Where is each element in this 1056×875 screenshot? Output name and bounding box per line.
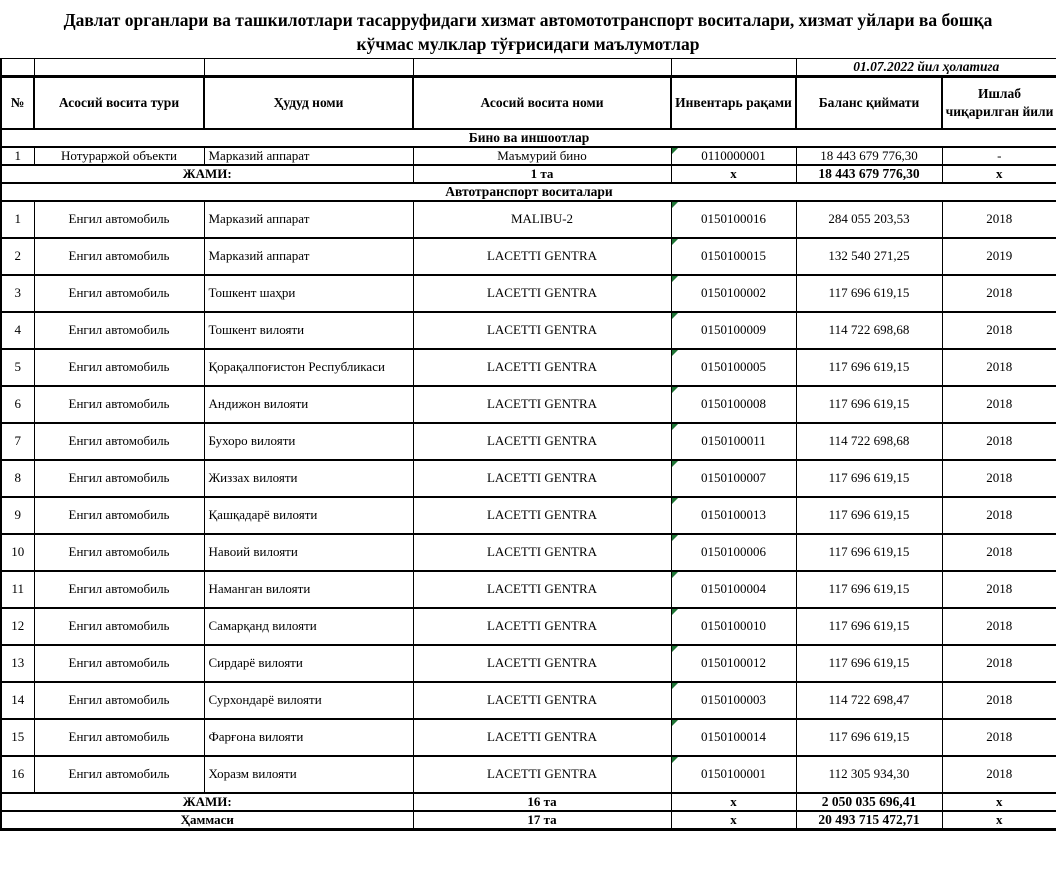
cell-inventory-number: 0150100005 xyxy=(671,349,796,386)
report-date: 01.07.2022 йил ҳолатига xyxy=(796,59,1056,77)
green-triangle-icon xyxy=(672,572,678,578)
cell-no: 6 xyxy=(1,386,34,423)
green-triangle-icon xyxy=(672,202,678,208)
cell-asset-name: LACETTI GENTRA xyxy=(413,719,671,756)
cell-no: 8 xyxy=(1,460,34,497)
cell-production-year: - xyxy=(942,147,1056,165)
cell-balance-value: 117 696 619,15 xyxy=(796,275,942,312)
assets-table xyxy=(0,58,1056,831)
green-triangle-icon xyxy=(672,461,678,467)
table-row xyxy=(1,238,1056,275)
cell-asset-name: LACETTI GENTRA xyxy=(413,497,671,534)
report-title xyxy=(0,0,1056,58)
green-triangle-icon xyxy=(672,350,678,356)
table-row xyxy=(1,608,1056,645)
table-row xyxy=(1,534,1056,571)
cell-asset-name: LACETTI GENTRA xyxy=(413,608,671,645)
cell-asset-type: Енгил автомобиль xyxy=(34,645,204,682)
cell-asset-name: Маъмурий бино xyxy=(413,147,671,165)
cell-balance-value: 117 696 619,15 xyxy=(796,571,942,608)
table-row xyxy=(1,497,1056,534)
cell-balance-value: 114 722 698,68 xyxy=(796,312,942,349)
cell-asset-name: LACETTI GENTRA xyxy=(413,571,671,608)
cell-production-year: 2018 xyxy=(942,682,1056,719)
green-triangle-icon xyxy=(672,646,678,652)
col-header-inventory-number: Инвентарь рақами xyxy=(671,77,796,129)
cell-production-year: 2018 xyxy=(942,571,1056,608)
green-triangle-icon xyxy=(672,683,678,689)
table-row xyxy=(1,147,1056,165)
grand-total-inventory-x: x xyxy=(671,811,796,830)
cell-inventory-number: 0150100013 xyxy=(671,497,796,534)
cell-no: 1 xyxy=(1,201,34,238)
section-title: Бино ва иншоотлар xyxy=(1,129,1056,147)
cell-asset-name: LACETTI GENTRA xyxy=(413,534,671,571)
section-title: Автотранспорт воситалари xyxy=(1,183,1056,201)
cell-production-year: 2018 xyxy=(942,497,1056,534)
cell-production-year: 2018 xyxy=(942,534,1056,571)
green-triangle-icon xyxy=(672,276,678,282)
cell-inventory-number: 0150100003 xyxy=(671,682,796,719)
cell-asset-type: Енгил автомобиль xyxy=(34,201,204,238)
cell-asset-type: Нотураржой объекти xyxy=(34,147,204,165)
table-row xyxy=(1,201,1056,238)
cell-inventory-number: 0150100011 xyxy=(671,423,796,460)
col-header-asset-type: Асосий восита тури xyxy=(34,77,204,129)
cell-no: 2 xyxy=(1,238,34,275)
cell-production-year: 2018 xyxy=(942,275,1056,312)
cell-inventory-number: 0110000001 xyxy=(671,147,796,165)
cell-inventory-number: 0150100010 xyxy=(671,608,796,645)
report-title-line2: кўчмас мулклар тўғрисидаги маълумотлар xyxy=(356,33,700,54)
cell-region: Жиззах вилояти xyxy=(204,460,413,497)
green-triangle-icon xyxy=(672,387,678,393)
table-row xyxy=(1,460,1056,497)
cell-no: 1 xyxy=(1,147,34,165)
cell-asset-type: Енгил автомобиль xyxy=(34,275,204,312)
cell-inventory-number: 0150100016 xyxy=(671,201,796,238)
empty-cell xyxy=(671,59,796,77)
cell-balance-value: 112 305 934,30 xyxy=(796,756,942,793)
cell-asset-name: LACETTI GENTRA xyxy=(413,423,671,460)
cell-balance-value: 117 696 619,15 xyxy=(796,349,942,386)
cell-balance-value: 284 055 203,53 xyxy=(796,201,942,238)
cell-balance-value: 117 696 619,15 xyxy=(796,386,942,423)
cell-inventory-number: 0150100012 xyxy=(671,645,796,682)
cell-production-year: 2018 xyxy=(942,719,1056,756)
cell-no: 9 xyxy=(1,497,34,534)
cell-region: Самарқанд вилояти xyxy=(204,608,413,645)
cell-production-year: 2018 xyxy=(942,608,1056,645)
total-inventory-x: x xyxy=(671,165,796,183)
date-row xyxy=(1,59,1056,77)
cell-inventory-number: 0150100001 xyxy=(671,756,796,793)
cell-production-year: 2018 xyxy=(942,423,1056,460)
cell-production-year: 2018 xyxy=(942,201,1056,238)
cell-region: Марказий аппарат xyxy=(204,201,413,238)
cell-asset-type: Енгил автомобиль xyxy=(34,608,204,645)
section-header-buildings xyxy=(1,129,1056,147)
cell-asset-name: LACETTI GENTRA xyxy=(413,312,671,349)
green-triangle-icon xyxy=(672,239,678,245)
cell-balance-value: 117 696 619,15 xyxy=(796,460,942,497)
cell-region: Марказий аппарат xyxy=(204,147,413,165)
cell-no: 16 xyxy=(1,756,34,793)
cell-asset-name: LACETTI GENTRA xyxy=(413,460,671,497)
cell-no: 3 xyxy=(1,275,34,312)
total-year-x: x xyxy=(942,165,1056,183)
cell-production-year: 2018 xyxy=(942,645,1056,682)
cell-asset-name: LACETTI GENTRA xyxy=(413,386,671,423)
cell-asset-name: LACETTI GENTRA xyxy=(413,275,671,312)
cell-asset-name: LACETTI GENTRA xyxy=(413,349,671,386)
table-row xyxy=(1,386,1056,423)
cell-asset-name: LACETTI GENTRA xyxy=(413,756,671,793)
table-row xyxy=(1,682,1056,719)
report-title-line1: Давлат органлари ва ташкилотлари тасарруфидаги хизмат автомототранспорт воситалари, хизмат уйлари ва бошқа xyxy=(63,10,993,30)
table-row xyxy=(1,275,1056,312)
section-header-vehicles xyxy=(1,183,1056,201)
cell-region: Хоразм вилояти xyxy=(204,756,413,793)
cell-balance-value: 117 696 619,15 xyxy=(796,534,942,571)
cell-no: 5 xyxy=(1,349,34,386)
cell-no: 15 xyxy=(1,719,34,756)
cell-no: 10 xyxy=(1,534,34,571)
table-row xyxy=(1,719,1056,756)
grand-total-year-x: x xyxy=(942,811,1056,830)
cell-region: Марказий аппарат xyxy=(204,238,413,275)
grand-total-count: 17 та xyxy=(413,811,671,830)
cell-region: Тошкент вилояти xyxy=(204,312,413,349)
buildings-total-row xyxy=(1,165,1056,183)
total-balance: 2 050 035 696,41 xyxy=(796,793,942,811)
cell-inventory-number: 0150100002 xyxy=(671,275,796,312)
grand-total-row xyxy=(1,811,1056,830)
cell-production-year: 2019 xyxy=(942,238,1056,275)
cell-no: 12 xyxy=(1,608,34,645)
cell-production-year: 2018 xyxy=(942,460,1056,497)
cell-balance-value: 117 696 619,15 xyxy=(796,645,942,682)
cell-no: 7 xyxy=(1,423,34,460)
col-header-production-year: Ишлаб чиқарилган йили xyxy=(942,77,1056,129)
cell-asset-type: Енгил автомобиль xyxy=(34,238,204,275)
cell-inventory-number: 0150100015 xyxy=(671,238,796,275)
cell-production-year: 2018 xyxy=(942,756,1056,793)
cell-region: Қорақалпоғистон Республикаси xyxy=(204,349,413,386)
green-triangle-icon xyxy=(672,498,678,504)
empty-cell xyxy=(34,59,204,77)
cell-asset-type: Енгил автомобиль xyxy=(34,534,204,571)
col-header-region: Ҳудуд номи xyxy=(204,77,413,129)
cell-no: 14 xyxy=(1,682,34,719)
cell-balance-value: 117 696 619,15 xyxy=(796,497,942,534)
total-count: 16 та xyxy=(413,793,671,811)
green-triangle-icon xyxy=(672,424,678,430)
cell-region: Андижон вилояти xyxy=(204,386,413,423)
cell-inventory-number: 0150100006 xyxy=(671,534,796,571)
empty-cell xyxy=(204,59,413,77)
cell-inventory-number: 0150100009 xyxy=(671,312,796,349)
cell-production-year: 2018 xyxy=(942,312,1056,349)
green-triangle-icon xyxy=(672,313,678,319)
col-header-no: № xyxy=(1,77,34,129)
cell-asset-name: MALIBU-2 xyxy=(413,201,671,238)
grand-total-label: Ҳаммаси xyxy=(1,811,413,830)
cell-region: Тошкент шаҳри xyxy=(204,275,413,312)
cell-asset-type: Енгил автомобиль xyxy=(34,497,204,534)
cell-region: Навоий вилояти xyxy=(204,534,413,571)
cell-inventory-number: 0150100004 xyxy=(671,571,796,608)
cell-asset-name: LACETTI GENTRA xyxy=(413,645,671,682)
cell-asset-type: Енгил автомобиль xyxy=(34,423,204,460)
cell-asset-type: Енгил автомобиль xyxy=(34,682,204,719)
cell-asset-name: LACETTI GENTRA xyxy=(413,682,671,719)
cell-asset-type: Енгил автомобиль xyxy=(34,312,204,349)
cell-production-year: 2018 xyxy=(942,349,1056,386)
cell-no: 13 xyxy=(1,645,34,682)
total-balance: 18 443 679 776,30 xyxy=(796,165,942,183)
table-row xyxy=(1,349,1056,386)
empty-cell xyxy=(1,59,34,77)
cell-asset-type: Енгил автомобиль xyxy=(34,349,204,386)
total-inventory-x: x xyxy=(671,793,796,811)
cell-balance-value: 114 722 698,68 xyxy=(796,423,942,460)
cell-asset-type: Енгил автомобиль xyxy=(34,756,204,793)
table-row xyxy=(1,312,1056,349)
cell-balance-value: 132 540 271,25 xyxy=(796,238,942,275)
cell-region: Сурхондарё вилояти xyxy=(204,682,413,719)
cell-asset-name: LACETTI GENTRA xyxy=(413,238,671,275)
cell-inventory-number: 0150100008 xyxy=(671,386,796,423)
cell-asset-type: Енгил автомобиль xyxy=(34,386,204,423)
cell-asset-type: Енгил автомобиль xyxy=(34,460,204,497)
col-header-balance-value: Баланс қиймати xyxy=(796,77,942,129)
total-label: ЖАМИ: xyxy=(1,793,413,811)
cell-balance-value: 114 722 698,47 xyxy=(796,682,942,719)
green-triangle-icon xyxy=(672,757,678,763)
table-row xyxy=(1,756,1056,793)
total-label: ЖАМИ: xyxy=(1,165,413,183)
cell-region: Наманган вилояти xyxy=(204,571,413,608)
table-row xyxy=(1,571,1056,608)
cell-inventory-number: 0150100007 xyxy=(671,460,796,497)
cell-no: 4 xyxy=(1,312,34,349)
cell-asset-type: Енгил автомобиль xyxy=(34,719,204,756)
cell-region: Сирдарё вилояти xyxy=(204,645,413,682)
header-row xyxy=(1,77,1056,129)
cell-balance-value: 18 443 679 776,30 xyxy=(796,147,942,165)
cell-balance-value: 117 696 619,15 xyxy=(796,608,942,645)
vehicles-total-row xyxy=(1,793,1056,811)
green-triangle-icon xyxy=(672,535,678,541)
cell-region: Бухоро вилояти xyxy=(204,423,413,460)
total-count: 1 та xyxy=(413,165,671,183)
green-triangle-icon xyxy=(672,609,678,615)
cell-balance-value: 117 696 619,15 xyxy=(796,719,942,756)
green-triangle-icon xyxy=(672,720,678,726)
cell-region: Қашқадарё вилояти xyxy=(204,497,413,534)
table-row xyxy=(1,645,1056,682)
grand-total-balance: 20 493 715 472,71 xyxy=(796,811,942,830)
total-year-x: x xyxy=(942,793,1056,811)
cell-inventory-number: 0150100014 xyxy=(671,719,796,756)
cell-no: 11 xyxy=(1,571,34,608)
cell-asset-type: Енгил автомобиль xyxy=(34,571,204,608)
cell-region: Фарғона вилояти xyxy=(204,719,413,756)
col-header-asset-name: Асосий восита номи xyxy=(413,77,671,129)
green-triangle-icon xyxy=(672,148,678,154)
table-row xyxy=(1,423,1056,460)
cell-production-year: 2018 xyxy=(942,386,1056,423)
empty-cell xyxy=(413,59,671,77)
